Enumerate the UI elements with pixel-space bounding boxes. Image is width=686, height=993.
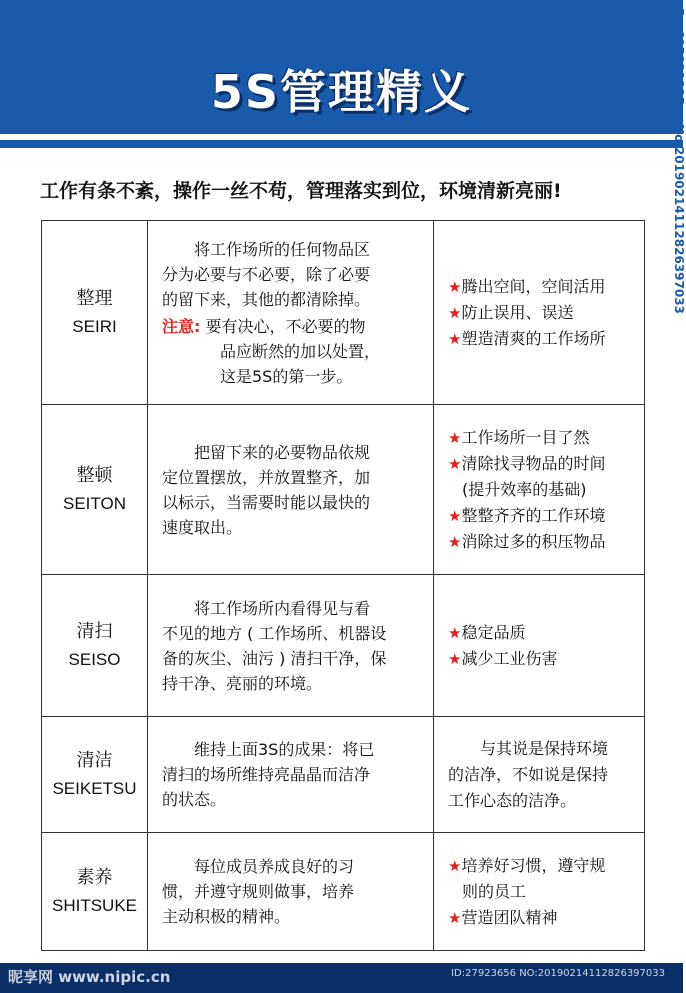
- star-icon: ★: [448, 649, 462, 668]
- 5s-table: [41, 220, 645, 951]
- desc-line: 清扫的场所维持亮晶晶而洁净: [162, 765, 371, 784]
- desc-line: 速度取出。: [162, 517, 243, 537]
- benefit-item: ★腾出空间，空间活用: [448, 276, 606, 296]
- star-icon: ★: [448, 303, 462, 322]
- star-icon: ★: [448, 856, 462, 875]
- star-icon: ★: [448, 532, 462, 551]
- desc-line: 主动积极的精神。: [162, 907, 291, 926]
- table-row: [42, 405, 645, 575]
- item-benefits: [434, 620, 644, 672]
- subtitle-slogan: 工作有条不紊，操作一丝不苟，管理落实到位，环境清新亮丽!: [40, 180, 562, 202]
- page-title: 5S管理精义: [210, 65, 473, 119]
- benefit-item: ★清除找寻物品的时间: [448, 453, 606, 473]
- item-description: [148, 237, 433, 389]
- item-name-zh: 清洁: [76, 749, 113, 771]
- item-name-cell: [42, 221, 148, 405]
- star-icon: ★: [448, 329, 462, 348]
- desc-line: 维持上面3S的成果：将已: [194, 740, 375, 759]
- table-row: [42, 221, 645, 405]
- item-benefits-cell: [434, 405, 645, 575]
- desc-line: 每位成员养成良好的习: [194, 857, 355, 876]
- item-description: [148, 596, 433, 696]
- benefit-item: ★塑造清爽的工作场所: [448, 328, 606, 348]
- item-name-en: SEITON: [63, 493, 126, 513]
- star-icon: ★: [448, 908, 462, 927]
- item-benefits-cell: [434, 717, 645, 833]
- benefit-item: ★工作场所一目了然: [448, 427, 590, 447]
- item-description: [148, 854, 433, 929]
- benefit-line: 与其说是保持环境: [480, 738, 609, 758]
- desc-line: 备的灰尘、油污 ) 清扫干净，保: [162, 648, 387, 668]
- note-line: 品应断然的加以处置，: [220, 341, 381, 361]
- item-description-cell: [148, 575, 434, 717]
- item-description-cell: [148, 221, 434, 405]
- watermark-id: ID:27923656 NO:20190214112826397033: [451, 968, 665, 979]
- benefit-item: ★减少工业伤害: [448, 648, 558, 668]
- header-divider-band: [0, 140, 683, 148]
- desc-line: 持干净、亮丽的环境。: [162, 673, 323, 693]
- desc-line: 的状态。: [162, 790, 227, 809]
- item-description: [148, 440, 433, 540]
- desc-line: 把留下来的必要物品依规: [194, 442, 371, 462]
- benefit-item-continuation: 则的员工: [462, 881, 527, 901]
- desc-line: 定位置摆放，并放置整齐，加: [162, 467, 371, 487]
- item-name-en: SHITSUKE: [51, 895, 138, 915]
- benefit-item: ★培养好习惯，遵守规: [448, 855, 606, 875]
- item-description-cell: [148, 833, 434, 951]
- benefit-line: 工作心态的洁净。: [448, 790, 577, 810]
- benefit-line: 的洁净，不如说是保持: [448, 764, 609, 784]
- desc-line: 将工作场所的任何物品区: [194, 239, 371, 259]
- star-icon: ★: [448, 454, 462, 473]
- item-name-en: SEISO: [68, 649, 121, 669]
- item-name-zh: 整顿: [76, 464, 113, 486]
- item-benefits: [434, 736, 644, 814]
- item-description-cell: [148, 405, 434, 575]
- benefit-item: ★消除过多的积压物品: [448, 531, 606, 551]
- star-icon: ★: [448, 428, 462, 447]
- star-icon: ★: [448, 623, 462, 642]
- item-benefits: [434, 274, 644, 352]
- table-row: [42, 833, 645, 951]
- item-name-cell: [42, 405, 148, 575]
- benefit-item-continuation: (提升效率的基础): [462, 479, 587, 499]
- desc-line: 分为必要与不必要，除了必要: [162, 264, 371, 284]
- desc-line: 不见的地方 ( 工作场所、机器设: [162, 623, 387, 643]
- benefit-item: ★营造团队精神: [448, 907, 558, 927]
- item-name-zh: 整理: [76, 287, 113, 309]
- side-watermark: By:695831225ys No.20190214112826397033: [672, 8, 686, 314]
- item-benefits-cell: [434, 221, 645, 405]
- item-description-cell: [148, 717, 434, 833]
- item-description: [148, 737, 433, 812]
- item-name-en: SEIRI: [72, 316, 117, 336]
- desc-line: 将工作场所内看得见与看: [194, 598, 371, 618]
- item-benefits: [434, 853, 644, 931]
- desc-line: 惯，并遵守规则做事，培养: [162, 882, 355, 901]
- item-name-en: SEIKETSU: [52, 778, 137, 798]
- star-icon: ★: [448, 277, 462, 296]
- item-name-cell: [42, 575, 148, 717]
- item-name-zh: 素养: [76, 866, 113, 888]
- benefit-item: ★防止误用、误送: [448, 302, 574, 322]
- item-name-cell: [42, 717, 148, 833]
- benefit-item: ★整整齐齐的工作环境: [448, 505, 606, 525]
- note-label: 注意:: [162, 316, 201, 336]
- item-name-cell: [42, 833, 148, 951]
- item-benefits-cell: [434, 833, 645, 951]
- desc-line: 以标示，当需要时能以最快的: [162, 492, 371, 512]
- item-name-zh: 清扫: [76, 620, 113, 642]
- benefit-item: ★稳定品质: [448, 622, 526, 642]
- watermark-logo: 昵享网 www.nipic.cn: [8, 968, 171, 986]
- star-icon: ★: [448, 506, 462, 525]
- table-row: [42, 717, 645, 833]
- note-line: 要有决心，不必要的物: [205, 316, 366, 336]
- note: [162, 314, 421, 389]
- item-benefits: [434, 425, 644, 555]
- table-row: [42, 575, 645, 717]
- desc-line: 的留下来，其他的都清除掉。: [162, 289, 371, 309]
- item-benefits-cell: [434, 575, 645, 717]
- note-line: 这是5S的第一步。: [220, 366, 353, 386]
